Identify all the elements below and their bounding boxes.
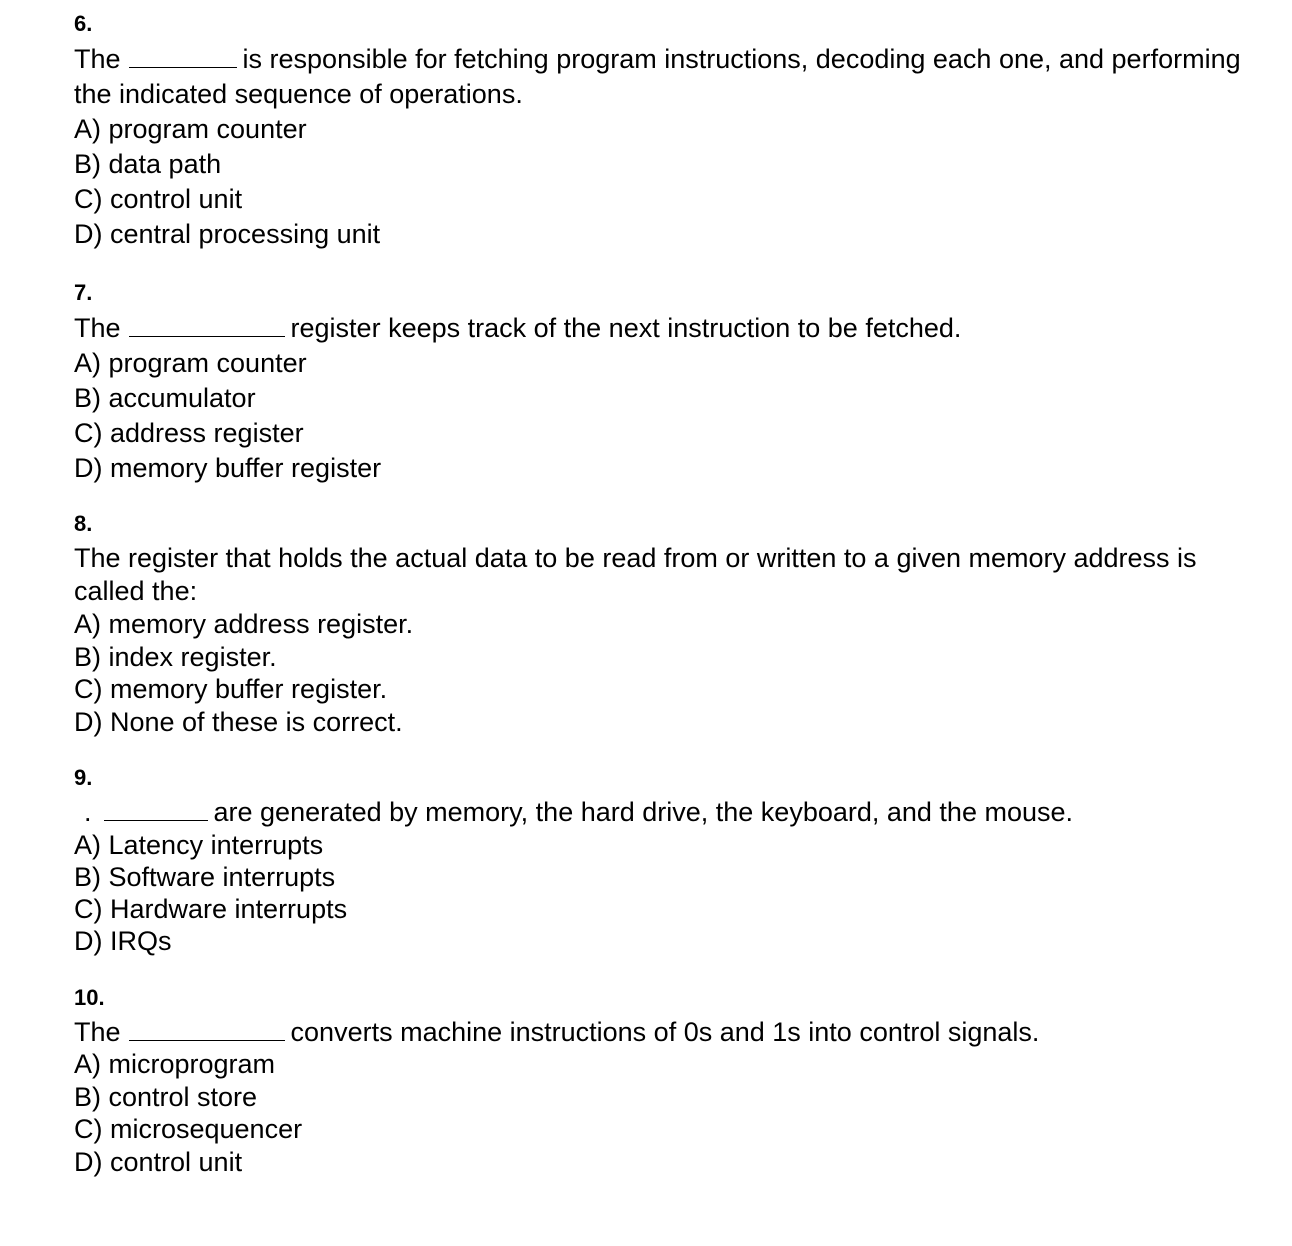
option-b: B) accumulator	[74, 383, 256, 413]
option-d: D) None of these is correct.	[74, 706, 403, 737]
option-b: B) control store	[74, 1081, 258, 1112]
option-a: A) microprogram	[74, 1049, 276, 1079]
answer-blank	[129, 312, 285, 337]
stem-before-blank: .	[84, 797, 92, 827]
options-list	[74, 1048, 1254, 1178]
question-7	[74, 281, 1254, 486]
question-number: 10.	[74, 985, 105, 1010]
stem-after-blank: are generated by memory, the hard drive, the keyboard, and the mouse.	[213, 797, 1074, 827]
stem-after-blank: register keeps track of the next instruction to be fetched.	[290, 313, 962, 343]
option-b: B) data path	[74, 149, 222, 179]
stem-before-blank: The	[74, 44, 121, 74]
question-6	[74, 12, 1254, 252]
option-d: D) IRQs	[74, 926, 172, 956]
stem-before-blank: The	[74, 313, 121, 343]
options-list	[74, 346, 1254, 486]
options-list	[74, 112, 1254, 252]
option-d: D) memory buffer register	[74, 453, 382, 483]
option-a: A) program counter	[74, 114, 307, 144]
option-b: B) Software interrupts	[74, 862, 336, 892]
answer-blank	[104, 796, 208, 821]
question-stem	[74, 796, 1254, 829]
question-number: 9.	[74, 765, 93, 790]
question-9	[74, 766, 1254, 957]
answer-blank	[129, 1016, 285, 1041]
option-c: C) Hardware interrupts	[74, 894, 348, 924]
option-c: C) microsequencer	[74, 1114, 303, 1144]
option-c: C) memory buffer register.	[74, 674, 388, 704]
option-a: A) memory address register.	[74, 609, 414, 639]
option-a: A) Latency interrupts	[74, 830, 324, 860]
option-c: C) control unit	[74, 184, 243, 214]
question-number: 7.	[74, 280, 93, 305]
question-number: 6.	[74, 11, 93, 36]
option-d: D) control unit	[74, 1146, 243, 1177]
question-stem	[74, 311, 1254, 346]
question-number: 8.	[74, 511, 93, 536]
question-10	[74, 986, 1254, 1178]
stem-after-blank: is responsible for fetching program instructions, decoding each one, and performing the indicated sequence of operations.	[74, 44, 1241, 109]
stem-before-blank: The	[74, 1017, 121, 1047]
option-d: D) central processing unit	[74, 219, 381, 249]
option-a: A) program counter	[74, 348, 307, 378]
question-stem	[74, 42, 1254, 112]
answer-blank	[129, 43, 237, 68]
question-stem	[74, 1016, 1254, 1048]
stem-after-blank: converts machine instructions of 0s and 1s into control signals.	[290, 1017, 1040, 1047]
option-c: C) address register	[74, 418, 304, 448]
question-8	[74, 512, 1254, 738]
options-list	[74, 608, 1254, 738]
question-stem: The register that holds the actual data to be read from or written to a given memory address is called the:	[74, 543, 1197, 606]
option-b: B) index register.	[74, 641, 277, 672]
options-list	[74, 829, 1254, 957]
